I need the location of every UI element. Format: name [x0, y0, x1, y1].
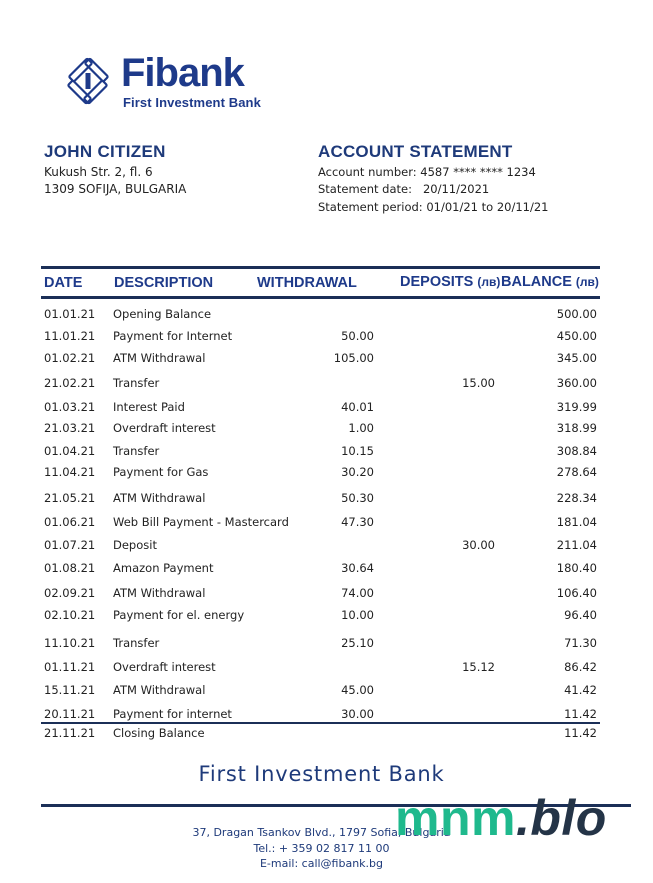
row-date: 01.08.21: [44, 561, 96, 575]
row-date: 01.03.21: [44, 400, 96, 414]
row-balance: 228.34: [556, 491, 597, 505]
row-date: 01.04.21: [44, 444, 96, 458]
header-withdrawal: WITHDRAWAL: [257, 275, 357, 291]
closing-date: 21.11.21: [44, 726, 96, 740]
table-row: [41, 515, 600, 533]
table-row: [41, 400, 600, 418]
row-withdrawal: 40.01: [341, 400, 374, 414]
table-row: [41, 307, 600, 325]
row-balance: 450.00: [556, 329, 597, 343]
statement-title: ACCOUNT STATEMENT: [318, 142, 513, 161]
row-balance: 319.99: [556, 400, 597, 414]
row-description: Payment for Gas: [113, 465, 209, 479]
row-withdrawal: 25.10: [341, 636, 374, 650]
row-date: 15.11.21: [44, 683, 96, 697]
row-balance: 41.42: [564, 683, 597, 697]
row-description: Opening Balance: [113, 307, 212, 321]
row-balance: 360.00: [556, 376, 597, 390]
row-date: 01.06.21: [44, 515, 96, 529]
row-description: Transfer: [113, 444, 160, 458]
row-withdrawal: 45.00: [341, 683, 374, 697]
logo-subtitle: First Investment Bank: [123, 95, 261, 110]
client-name: JOHN CITIZEN: [44, 142, 166, 161]
row-balance: 211.04: [556, 538, 597, 552]
row-balance: 71.30: [564, 636, 597, 650]
table-row: [41, 465, 600, 483]
row-balance: 318.99: [556, 421, 597, 435]
row-date: 21.03.21: [44, 421, 96, 435]
row-withdrawal: 10.00: [341, 608, 374, 622]
row-deposit: 15.00: [462, 376, 495, 390]
closing-balance: 11.42: [564, 726, 597, 740]
statement-period: Statement period: 01/01/21 to 20/11/21: [318, 200, 549, 214]
row-deposit: 15.12: [462, 660, 495, 674]
row-balance: 106.40: [556, 586, 597, 600]
client-address-line1: Kukush Str. 2, fl. 6: [44, 165, 153, 179]
row-date: 21.02.21: [44, 376, 96, 390]
table-row: [41, 421, 600, 439]
row-description: Payment for el. energy: [113, 608, 245, 622]
header-description: DESCRIPTION: [114, 275, 214, 291]
row-description: Payment for internet: [113, 707, 232, 721]
table-row: [41, 561, 600, 579]
row-description: Transfer: [113, 376, 160, 390]
fibank-logo: [63, 51, 283, 113]
closing-description: Closing Balance: [113, 726, 205, 740]
footer-address: 37, Dragan Tsankov Blvd., 1797 Sofia, Bulgaria: [192, 826, 451, 839]
row-withdrawal: 74.00: [341, 586, 374, 600]
row-description: Amazon Payment: [113, 561, 214, 575]
table-row: [41, 351, 600, 369]
table-row: [41, 608, 600, 626]
row-balance: 11.42: [564, 707, 597, 721]
row-balance: 96.40: [564, 608, 597, 622]
client-address-line2: 1309 SOFIJA, BULGARIA: [44, 182, 187, 196]
row-balance: 86.42: [564, 660, 597, 674]
statement-date: Statement date: 20/11/2021: [318, 182, 490, 196]
row-description: Overdraft interest: [113, 660, 216, 674]
header-date: DATE: [44, 275, 83, 291]
header-deposits: DEPOSITS (лв): [400, 274, 501, 290]
account-number: Account number: 4587 **** **** 1234: [318, 165, 536, 179]
closing-balance-row: [41, 726, 600, 744]
row-date: 01.11.21: [44, 660, 96, 674]
row-description: Payment for Internet: [113, 329, 233, 343]
table-row: [41, 683, 600, 701]
watermark: mnm.blo: [395, 790, 607, 846]
table-row: [41, 376, 600, 394]
row-withdrawal: 30.20: [341, 465, 374, 479]
table-row: [41, 329, 600, 347]
row-description: ATM Withdrawal: [113, 586, 206, 600]
row-withdrawal: 47.30: [341, 515, 374, 529]
row-withdrawal: 50.30: [341, 491, 374, 505]
table-row: [41, 660, 600, 678]
row-description: ATM Withdrawal: [113, 351, 206, 365]
footer-bank-name: First Investment Bank: [198, 762, 445, 786]
row-balance: 308.84: [556, 444, 597, 458]
footer-tel: Tel.: + 359 02 817 11 00: [253, 842, 390, 855]
row-date: 02.09.21: [44, 586, 96, 600]
row-date: 11.10.21: [44, 636, 96, 650]
table-row: [41, 636, 600, 654]
row-description: Overdraft interest: [113, 421, 216, 435]
header-balance: BALANCE (лв): [501, 274, 599, 290]
row-withdrawal: 10.15: [341, 444, 374, 458]
row-date: 20.11.21: [44, 707, 96, 721]
table-bottom-rule: [41, 722, 600, 724]
row-description: Deposit: [113, 538, 157, 552]
row-date: 21.05.21: [44, 491, 96, 505]
table-row: [41, 586, 600, 604]
row-date: 11.01.21: [44, 329, 96, 343]
row-withdrawal: 30.00: [341, 707, 374, 721]
row-description: ATM Withdrawal: [113, 491, 206, 505]
row-description: Transfer: [113, 636, 160, 650]
row-withdrawal: 50.00: [341, 329, 374, 343]
row-withdrawal: 105.00: [333, 351, 374, 365]
table-row: [41, 444, 600, 462]
row-date: 01.07.21: [44, 538, 96, 552]
row-balance: 278.64: [556, 465, 597, 479]
table-header-rule: [41, 296, 600, 299]
row-description: Interest Paid: [113, 400, 185, 414]
fibank-diamond-icon: [63, 55, 113, 107]
footer-email: E-mail: call@fibank.bg: [259, 857, 384, 870]
row-date: 02.10.21: [44, 608, 96, 622]
row-balance: 500.00: [556, 307, 597, 321]
row-date: 01.01.21: [44, 307, 96, 321]
row-balance: 180.40: [556, 561, 597, 575]
row-deposit: 30.00: [462, 538, 495, 552]
row-withdrawal: 30.64: [341, 561, 374, 575]
row-withdrawal: 1.00: [348, 421, 374, 435]
row-balance: 181.04: [556, 515, 597, 529]
row-description: ATM Withdrawal: [113, 683, 206, 697]
table-row: [41, 538, 600, 556]
row-description: Web Bill Payment - Mastercard: [113, 515, 289, 529]
table-top-rule: [41, 266, 600, 269]
row-date: 11.04.21: [44, 465, 96, 479]
row-balance: 345.00: [556, 351, 597, 365]
row-date: 01.02.21: [44, 351, 96, 365]
logo-wordmark: Fibank: [121, 51, 244, 95]
table-row: [41, 491, 600, 509]
